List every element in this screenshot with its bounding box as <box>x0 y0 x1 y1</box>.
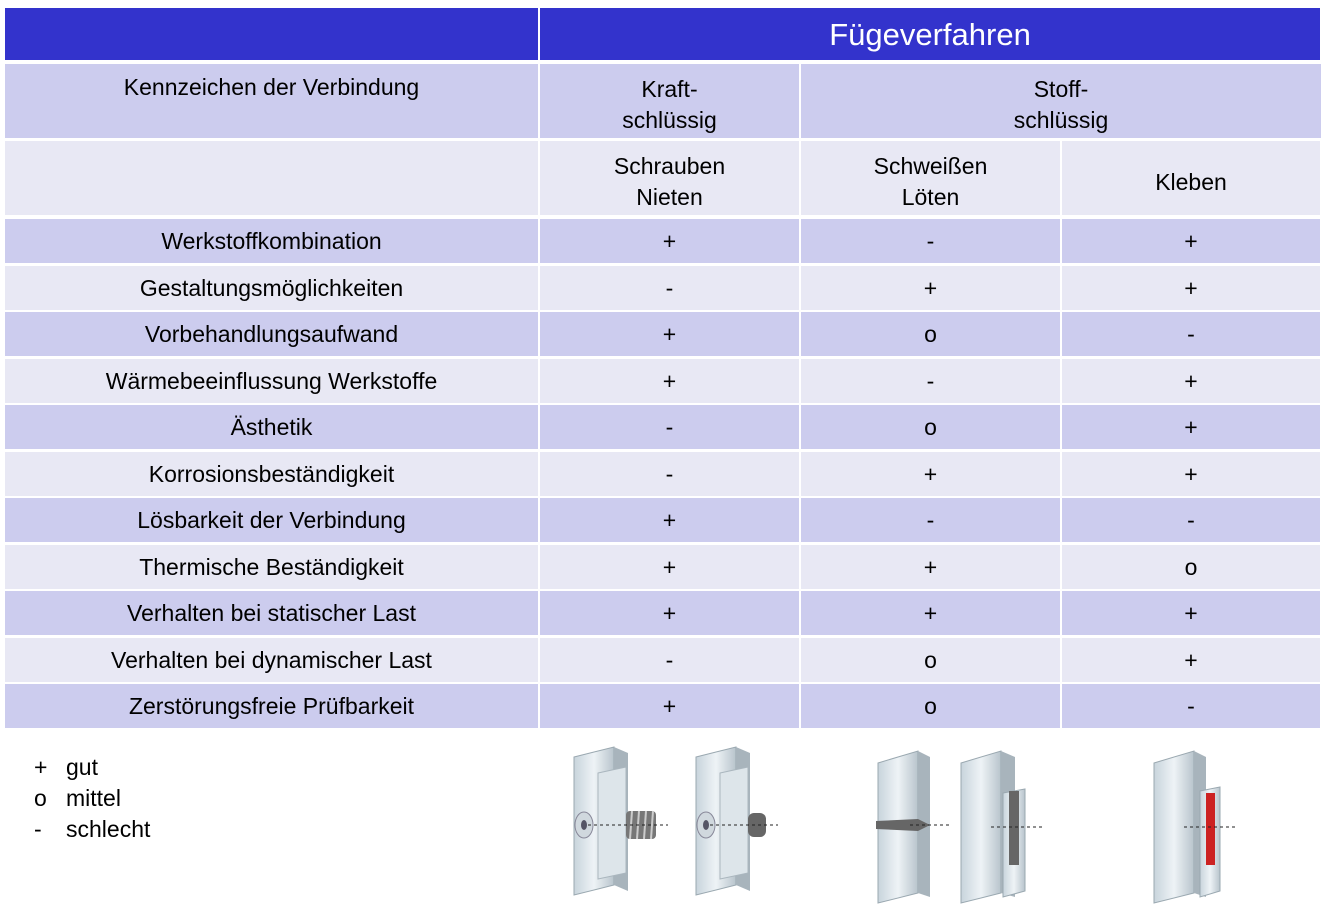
screw-joint-icon <box>568 745 678 905</box>
rating-cell: + <box>540 545 799 589</box>
rating-cell: + <box>1062 638 1320 682</box>
rating-cell: + <box>801 591 1060 635</box>
rating-cell: + <box>1062 452 1320 496</box>
adhesive-joint-icon <box>1148 745 1238 905</box>
group-header-stoffschluessig <box>801 64 1321 138</box>
row-label: Zerstörungsfreie Prüfbarkeit <box>5 684 538 728</box>
rating-cell: - <box>801 219 1060 263</box>
legend-text: gut <box>66 754 98 780</box>
rating-cell: - <box>801 498 1060 542</box>
legend-text: schlecht <box>66 816 151 842</box>
rating-cell: + <box>1062 266 1320 310</box>
method-header <box>801 141 1060 215</box>
legend-item <box>34 783 150 814</box>
legend-item <box>34 814 150 845</box>
rating-cell: + <box>1062 359 1320 403</box>
rating-cell: + <box>540 498 799 542</box>
legend-symbol: o <box>34 785 47 811</box>
method-header-line: Löten <box>901 184 960 210</box>
row-label: Thermische Beständigkeit <box>5 545 538 589</box>
method-header-line: Schweißen <box>873 153 988 179</box>
method-header-line: Schrauben <box>613 153 726 179</box>
legend-text: mittel <box>66 785 121 811</box>
row-label: Vorbehandlungsaufwand <box>5 312 538 356</box>
legend <box>34 752 150 845</box>
rating-cell: - <box>540 452 799 496</box>
group-header-kraftschluessig <box>540 64 799 138</box>
row-label: Verhalten bei statischer Last <box>5 591 538 635</box>
header-blank <box>5 8 538 60</box>
rating-cell: - <box>1062 498 1320 542</box>
rating-cell: o <box>1062 545 1320 589</box>
rating-cell: o <box>801 684 1060 728</box>
rating-cell: + <box>1062 591 1320 635</box>
rivet-joint-icon <box>690 745 790 905</box>
corner-label: Kennzeichen der Verbindung <box>5 64 538 138</box>
rating-cell: + <box>1062 405 1320 449</box>
group-header-line: schlüssig <box>1013 107 1109 133</box>
rating-cell: - <box>801 359 1060 403</box>
rating-cell: + <box>801 266 1060 310</box>
method-header-blank <box>5 141 538 215</box>
solder-joint-icon <box>955 745 1045 905</box>
rating-cell: - <box>540 266 799 310</box>
rating-cell: + <box>801 545 1060 589</box>
rating-cell: + <box>540 591 799 635</box>
rating-cell: o <box>801 312 1060 356</box>
rating-cell: o <box>801 638 1060 682</box>
method-header-line: Kleben <box>1155 168 1227 195</box>
method-header <box>1062 141 1320 215</box>
legend-symbol: - <box>34 816 42 842</box>
rating-cell: - <box>540 405 799 449</box>
method-header <box>540 141 799 215</box>
group-header-line: Kraft- <box>641 76 698 102</box>
legend-symbol: + <box>34 754 48 780</box>
group-header-line: schlüssig <box>622 107 717 133</box>
row-label: Korrosionsbeständigkeit <box>5 452 538 496</box>
page-title: Fügeverfahren <box>540 8 1320 60</box>
method-header-line: Nieten <box>636 184 703 210</box>
row-label: Ästhetik <box>5 405 538 449</box>
legend-item <box>34 752 150 783</box>
row-label: Werkstoffkombination <box>5 219 538 263</box>
row-label: Lösbarkeit der Verbindung <box>5 498 538 542</box>
rating-cell: + <box>540 684 799 728</box>
group-header-line: Stoff- <box>1033 76 1089 102</box>
row-label: Wärmebeeinflussung Werkstoffe <box>5 359 538 403</box>
weld-joint-icon <box>870 745 955 905</box>
rating-cell: + <box>801 452 1060 496</box>
rating-cell: - <box>1062 684 1320 728</box>
rating-cell: + <box>540 219 799 263</box>
rating-cell: + <box>540 312 799 356</box>
row-label: Gestaltungsmöglichkeiten <box>5 266 538 310</box>
rating-cell: - <box>540 638 799 682</box>
rating-cell: - <box>1062 312 1320 356</box>
rating-cell: o <box>801 405 1060 449</box>
rating-cell: + <box>1062 219 1320 263</box>
row-label: Verhalten bei dynamischer Last <box>5 638 538 682</box>
rating-cell: + <box>540 359 799 403</box>
